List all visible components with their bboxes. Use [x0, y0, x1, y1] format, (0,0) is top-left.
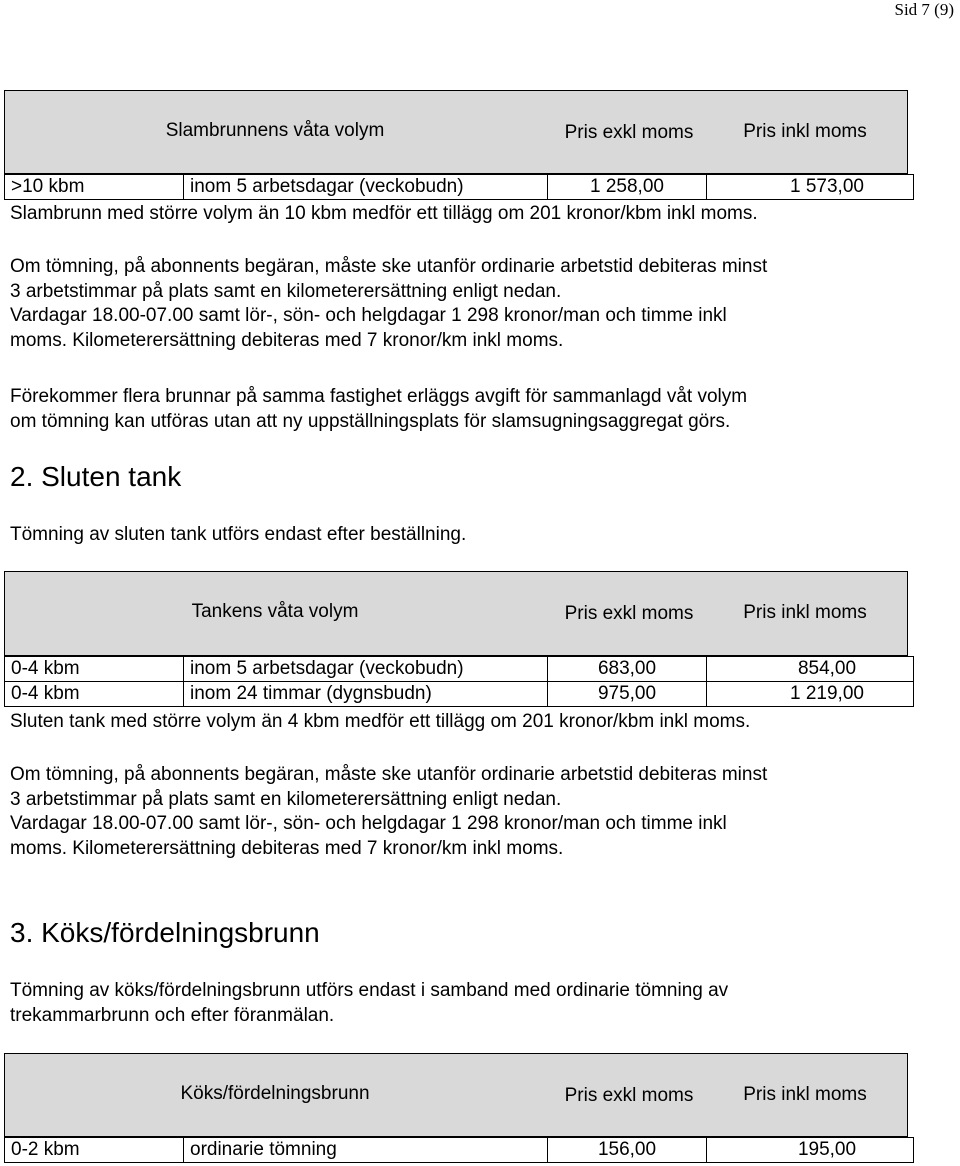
text-line: om tömning kan utföras utan att ny uppställningsplats för slamsugningsaggregat görs. [10, 410, 731, 432]
col-header-excl: Pris exkl moms [564, 603, 694, 624]
text-line: 3 arbetstimmar på plats samt en kilometerersättning enligt nedan. [10, 788, 562, 810]
page-number: Sid 7 (9) [894, 0, 954, 19]
col-header-volume: Slambrunnens våta volym [165, 120, 385, 141]
col-header-excl: Pris exkl moms [564, 1085, 694, 1106]
cell-service: inom 5 arbetsdagar (veckobudn) [184, 657, 548, 682]
table-row [5, 1138, 914, 1163]
table-header-slambrunn [4, 90, 908, 174]
price-table-sluten-tank [4, 656, 914, 707]
text-line: 3 arbetstimmar på plats samt en kilometerersättning enligt nedan. [10, 280, 562, 302]
text-line: Om tömning, på abonnents begäran, måste ske utanför ordinarie arbetstid debiteras minst [10, 256, 768, 277]
price-table-koks [4, 1137, 914, 1163]
section-heading-sluten-tank: 2. Sluten tank [10, 461, 182, 492]
table-header-koks [4, 1053, 908, 1137]
cell-price-incl: 1 573,00 [707, 175, 914, 200]
table-row [5, 682, 914, 707]
intro-sluten-tank: Tömning av sluten tank utförs endast efter beställning. [10, 524, 467, 545]
text-line: trekammarbrunn och efter föranmälan. [10, 1004, 335, 1026]
cell-price-excl: 683,00 [548, 657, 707, 682]
col-header-incl: Pris inkl moms [743, 121, 867, 142]
text-line: moms. Kilometerersättning debiteras med 7 kronor/km inkl moms. [10, 837, 564, 859]
cell-volume: 0-4 kbm [5, 682, 184, 707]
col-header-incl: Pris inkl moms [743, 602, 867, 623]
col-header-volume: Köks/fördelningsbrunn [180, 1083, 370, 1104]
col-header-volume: Tankens våta volym [191, 601, 359, 622]
paragraph-multiple-wells [10, 385, 747, 434]
cell-price-excl: 156,00 [548, 1138, 707, 1163]
cell-price-incl: 1 219,00 [707, 682, 914, 707]
cell-volume: >10 kbm [5, 175, 184, 200]
col-header-incl: Pris inkl moms [743, 1084, 867, 1105]
section-heading-koks: 3. Köks/fördelningsbrunn [10, 917, 320, 948]
cell-volume: 0-4 kbm [5, 657, 184, 682]
text-line: moms. Kilometerersättning debiteras med 7 kronor/km inkl moms. [10, 329, 564, 351]
text-line: Förekommer flera brunnar på samma fastighet erläggs avgift för sammanlagd våt volym [10, 386, 748, 407]
note-slambrunn: Slambrunn med större volym än 10 kbm medför ett tillägg om 201 kronor/kbm inkl moms. [10, 203, 758, 224]
note-sluten-tank: Sluten tank med större volym än 4 kbm medför ett tillägg om 201 kronor/kbm inkl moms. [10, 711, 751, 732]
table-row [5, 175, 914, 200]
paragraph-overtime-1 [10, 255, 767, 353]
cell-price-incl: 854,00 [707, 657, 914, 682]
cell-service: inom 24 timmar (dygnsbudn) [184, 682, 548, 707]
paragraph-overtime-2 [10, 763, 767, 861]
text-line: Vardagar 18.00-07.00 samt lör-, sön- och helgdagar 1 298 kronor/man och timme inkl [10, 305, 727, 326]
cell-service: inom 5 arbetsdagar (veckobudn) [184, 175, 548, 200]
col-header-excl: Pris exkl moms [564, 122, 694, 143]
cell-price-incl: 195,00 [707, 1138, 914, 1163]
cell-price-excl: 975,00 [548, 682, 707, 707]
cell-service: ordinarie tömning [184, 1138, 548, 1163]
table-row [5, 657, 914, 682]
table-header-sluten-tank [4, 571, 908, 656]
text-line: Tömning av köks/fördelningsbrunn utförs endast i samband med ordinarie tömning av [10, 980, 729, 1001]
text-line: Vardagar 18.00-07.00 samt lör-, sön- och helgdagar 1 298 kronor/man och timme inkl [10, 813, 727, 834]
text-line: Om tömning, på abonnents begäran, måste ske utanför ordinarie arbetstid debiteras minst [10, 764, 768, 785]
price-table-slambrunn [4, 174, 914, 200]
cell-price-excl: 1 258,00 [548, 175, 707, 200]
cell-volume: 0-2 kbm [5, 1138, 184, 1163]
intro-koks [10, 979, 728, 1028]
